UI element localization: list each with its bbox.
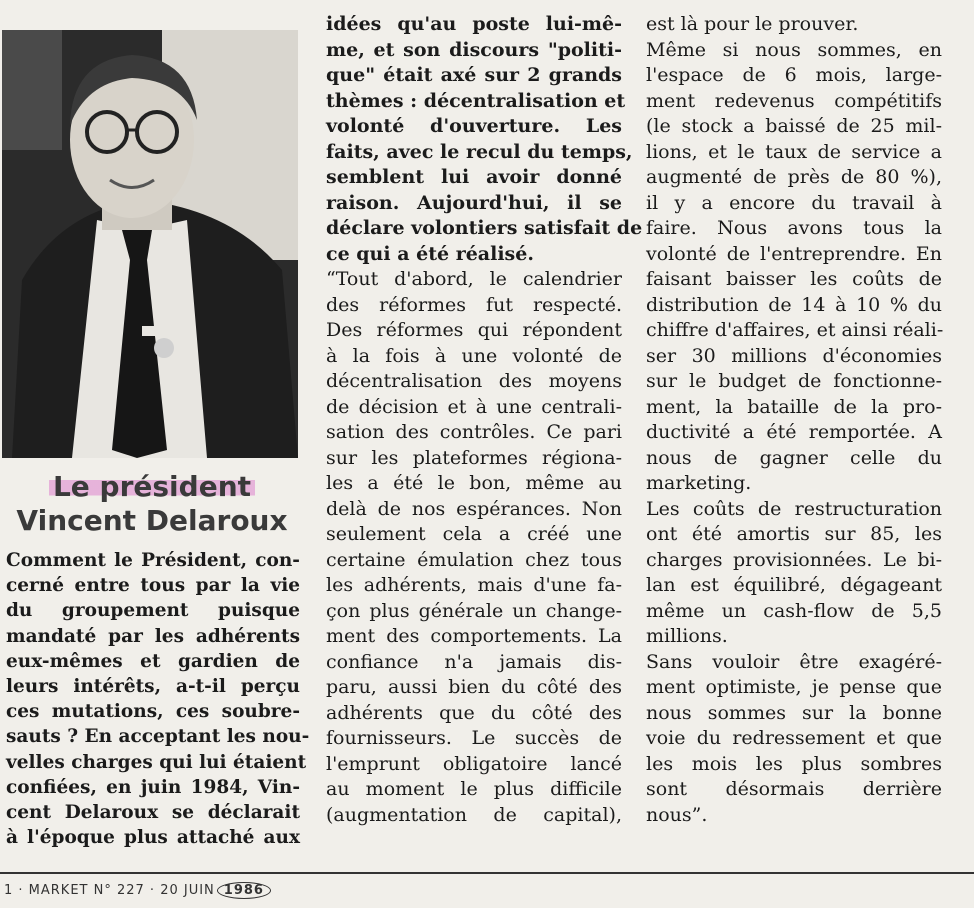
headline — [6, 470, 298, 538]
text-line: ment optimiste, je pense que — [646, 676, 942, 698]
text-line: l'espace de 6 mois, large- — [646, 64, 942, 86]
text-line: lions, et le taux de service a — [646, 140, 942, 163]
page-footer — [4, 882, 271, 899]
text-line: (augmentation de capital), — [326, 803, 622, 826]
text-line: sation des contrôles. Ce pari — [326, 421, 622, 443]
text-line: voie du redressement et que — [646, 727, 942, 749]
text-line: “Tout d'abord, le calendrier — [326, 268, 622, 290]
text-line: me, et son discours "politi- — [326, 38, 622, 61]
text-line: cent Delaroux se déclarait — [6, 802, 300, 824]
text-line: (le stock a baissé de 25 mil- — [646, 115, 942, 137]
text-line: raison. Aujourd'hui, il se — [326, 191, 622, 214]
text-line: Les coûts de restructuration — [646, 497, 942, 520]
text-line: marketing. — [646, 472, 752, 494]
column-3 — [646, 12, 942, 828]
text-line: Des réformes qui répondent — [326, 319, 622, 341]
text-line: çon plus générale un change- — [326, 599, 622, 622]
headline-line-1: Le président — [49, 470, 255, 503]
text-line: à l'époque plus attaché aux — [6, 827, 300, 849]
text-line: décentralisation des moyens — [326, 370, 622, 392]
text-line: Même si nous sommes, en — [646, 38, 942, 61]
text-line: les a été le bon, même au — [326, 472, 622, 494]
text-line: faisant baisser les coûts de — [646, 268, 942, 290]
text-line: ment, la bataille de la pro- — [646, 395, 942, 418]
text-line: ment redevenus compétitifs — [646, 89, 942, 112]
text-line: déclare volontiers satisfait de — [326, 217, 643, 239]
text-line: faits, avec le recul du temps, — [326, 140, 633, 163]
text-line: ductivité a été remportée. A — [646, 421, 942, 443]
text-line: cerné entre tous par la vie — [6, 575, 300, 597]
text-line: sur les plateformes régiona- — [326, 446, 622, 469]
text-line: faire. Nous avons tous la — [646, 217, 942, 239]
text-line: certaine émulation chez tous — [326, 548, 622, 571]
text-line: paru, aussi bien du côté des — [326, 676, 622, 698]
text-line: que" était axé sur 2 grands — [326, 64, 622, 86]
footer-year: 1986 — [217, 882, 271, 899]
portrait-photo — [2, 30, 298, 458]
text-line: ser 30 millions d'économies — [646, 344, 942, 367]
text-line: leurs intérêts, a-t-il perçu — [6, 676, 300, 698]
text-line: nous sommes sur la bonne — [646, 701, 942, 724]
text-line: confiance n'a jamais dis- — [326, 650, 622, 673]
text-line: les adhérents, mais d'une fa- — [326, 574, 622, 596]
text-line: distribution de 14 à 10 % du — [646, 293, 942, 316]
text-line: idées qu'au poste lui-mê- — [326, 13, 622, 35]
text-line: des réformes fut respecté. — [326, 293, 622, 316]
text-line: lan est équilibré, dégageant — [646, 574, 942, 596]
text-line: velles charges qui lui étaient — [6, 751, 307, 773]
text-line: chiffre d'affaires, et ainsi réali- — [646, 319, 944, 341]
text-line: seulement cela a créé une — [326, 523, 622, 545]
text-line: nous”. — [646, 803, 708, 826]
text-line: ces mutations, ces soubre- — [6, 701, 300, 723]
text-line: nous de gagner celle du — [646, 446, 942, 469]
text-line: fournisseurs. Le succès de — [326, 727, 622, 749]
text-line: charges provisionnées. Le bi- — [646, 548, 942, 571]
text-line: à la fois à une volonté de — [326, 344, 622, 367]
text-line: ment des comportements. La — [326, 625, 622, 647]
text-line: ont été amortis sur 85, les — [646, 523, 942, 545]
text-line: eux-mêmes et gardien de — [6, 650, 300, 672]
text-line: l'emprunt obligatoire lancé — [326, 752, 622, 775]
text-line: il y a encore du travail à — [646, 191, 942, 214]
text-line: Comment le Président, con- — [6, 550, 300, 571]
text-line: augmenté de près de 80 %), — [646, 166, 942, 188]
text-line: volonté de l'entreprendre. En — [646, 242, 942, 265]
text-line: est là pour le prouver. — [646, 13, 859, 35]
column-2-intro — [326, 12, 643, 267]
text-line: millions. — [646, 625, 728, 647]
text-line: même un cash-flow de 5,5 — [646, 599, 942, 622]
column-1-intro — [6, 548, 310, 850]
text-line: sauts ? En acceptant les nou- — [6, 726, 310, 748]
text-line: adhérents que du côté des — [326, 701, 622, 724]
text-line: au moment le plus difficile — [326, 778, 622, 800]
text-line: du groupement puisque — [6, 600, 300, 622]
text-line: ce qui a été réalisé. — [326, 242, 534, 265]
text-line: mandaté par les adhérents — [6, 625, 300, 647]
text-line: les mois les plus sombres — [646, 752, 942, 775]
text-line: delà de nos espérances. Non — [326, 497, 622, 520]
text-line: thèmes : décentralisation et — [326, 89, 626, 112]
text-line: sur le budget de fonctionne- — [646, 370, 942, 392]
footer-publication: 1 · MARKET N° 227 · 20 JUIN — [4, 883, 215, 898]
text-line: volonté d'ouverture. Les — [326, 115, 622, 137]
text-line: confiées, en juin 1984, Vin- — [6, 776, 300, 798]
text-line: de décision et à une centrali- — [326, 395, 622, 418]
text-line: sont désormais derrière — [646, 778, 942, 800]
text-line: semblent lui avoir donné — [326, 166, 622, 188]
headline-line-2: Vincent Delaroux — [16, 504, 288, 537]
footer-divider — [0, 872, 974, 874]
column-2 — [326, 12, 643, 828]
text-line: Sans vouloir être exagéré- — [646, 650, 942, 673]
